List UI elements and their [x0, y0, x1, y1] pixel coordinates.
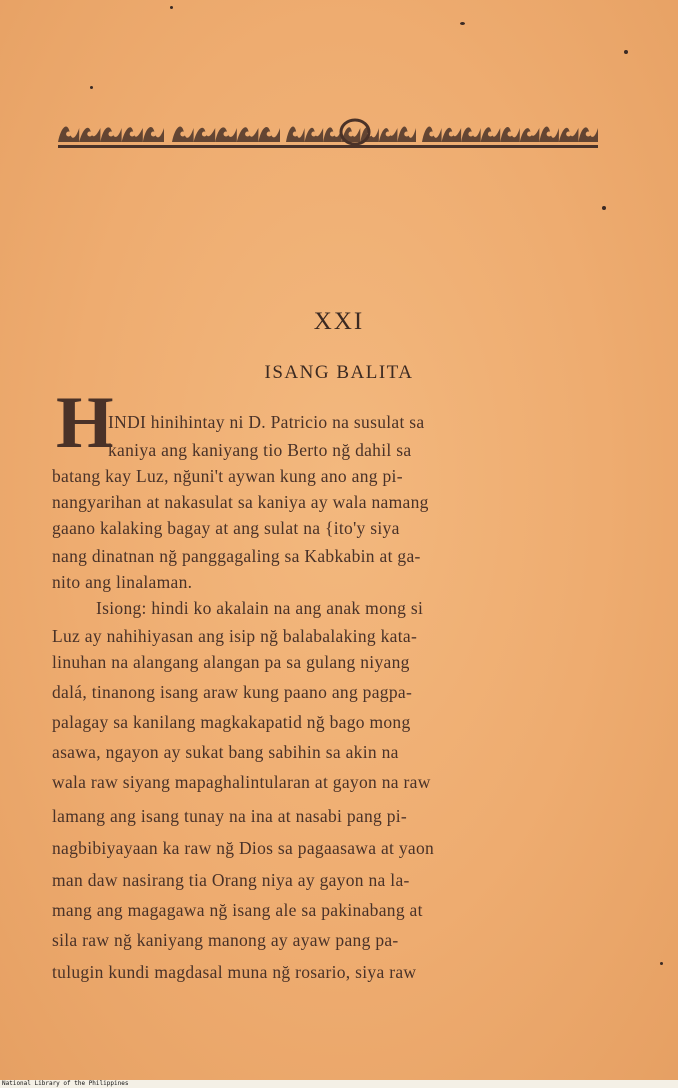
ink-speck [90, 86, 93, 89]
text-line: Luz ay nahihiyasan ang isip nğ balabalaking kata- [52, 626, 418, 646]
text-line: Isiong: hindi ko akalain na ang anak mong si [96, 598, 424, 618]
text-line: batang kay Luz, nğuni't aywan kung ano ang pi- [52, 466, 403, 486]
text-line: INDI hinihintay ni D. Patricio na susulat sa [108, 412, 425, 432]
footer-credit: National Library of the Philippines [0, 1080, 678, 1088]
text-line: kaniya ang kaniyang tio Berto nğ dahil sa [108, 440, 412, 460]
ink-speck [660, 962, 663, 965]
text-line: man daw nasirang tia Orang niya ay gayon na la- [52, 870, 410, 890]
text-line: palagay sa kanilang magkakapatid nğ bago mong [52, 712, 411, 732]
text-line: tulugin kundi magdasal muna nğ rosario, siya raw [52, 962, 417, 982]
text-line: asawa, ngayon ay sukat bang sabihin sa akin na [52, 742, 399, 762]
ink-speck [460, 22, 465, 25]
text-line: nagbibiyayaan ka raw nğ Dios sa pagaasawa at yaon [52, 838, 435, 858]
text-line: wala raw siyang mapaghalintularan at gayon na raw [52, 772, 431, 792]
ornament-header-band [56, 118, 600, 152]
text-line: nito ang linalaman. [52, 572, 193, 592]
text-line: gaano kalaking bagay at ang sulat na {ito'y siya [52, 518, 400, 538]
text-line: nangyarihan at nakasulat sa kaniya ay wala namang [52, 492, 429, 512]
chapter-number: XXI [313, 308, 365, 335]
chapter-title: ISANG BALITA [264, 362, 414, 383]
text-line: dalá, tinanong isang araw kung paano ang pagpa- [52, 682, 413, 702]
ink-speck [602, 206, 606, 210]
text-line: sila raw nğ kaniyang manong ay ayaw pang pa- [52, 930, 399, 950]
drop-cap: H [56, 382, 114, 464]
text-line: linuhan na alangang alangan pa sa gulang niyang [52, 652, 410, 672]
text-line: mang ang magagawa nğ isang ale sa pakinabang at [52, 900, 423, 920]
text-line: nang dinatnan nğ panggagaling sa Kabkabin at ga- [52, 546, 421, 566]
ink-speck [170, 6, 173, 9]
ink-speck [624, 50, 628, 54]
text-line: lamang ang isang tunay na ina at nasabi pang pi- [52, 806, 408, 826]
